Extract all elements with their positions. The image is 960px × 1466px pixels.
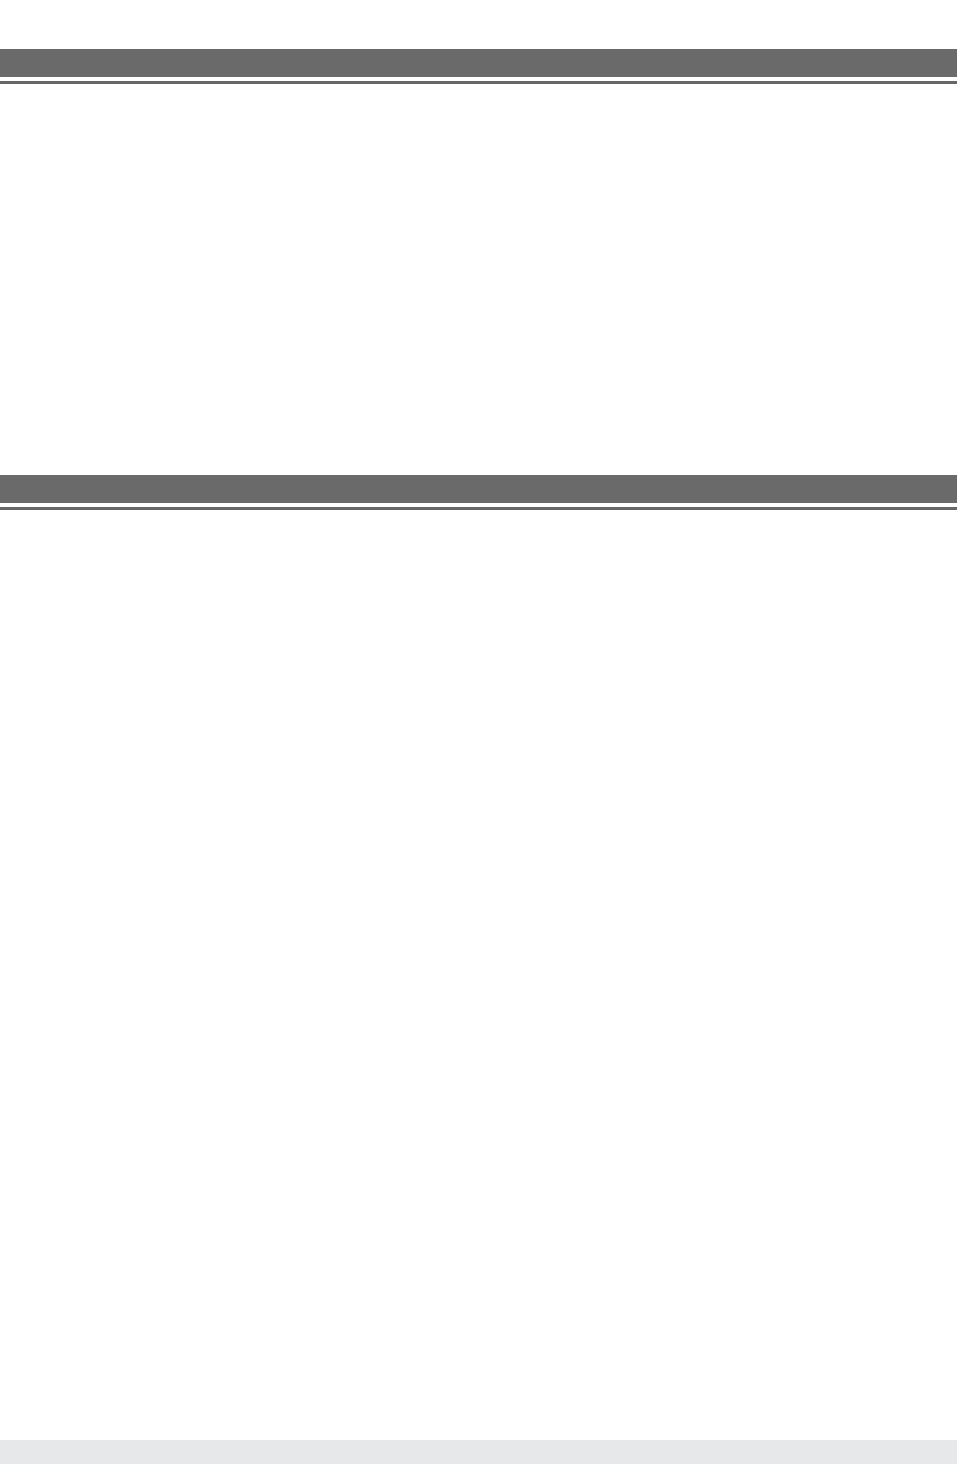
vacuum-range-table [0,507,957,510]
section-header [0,49,957,77]
section-header [0,475,957,503]
page-footer [0,1440,957,1464]
vacuum-range-section [0,475,957,510]
relative-pressure-table [0,81,957,84]
relative-pressure-section [0,49,957,84]
